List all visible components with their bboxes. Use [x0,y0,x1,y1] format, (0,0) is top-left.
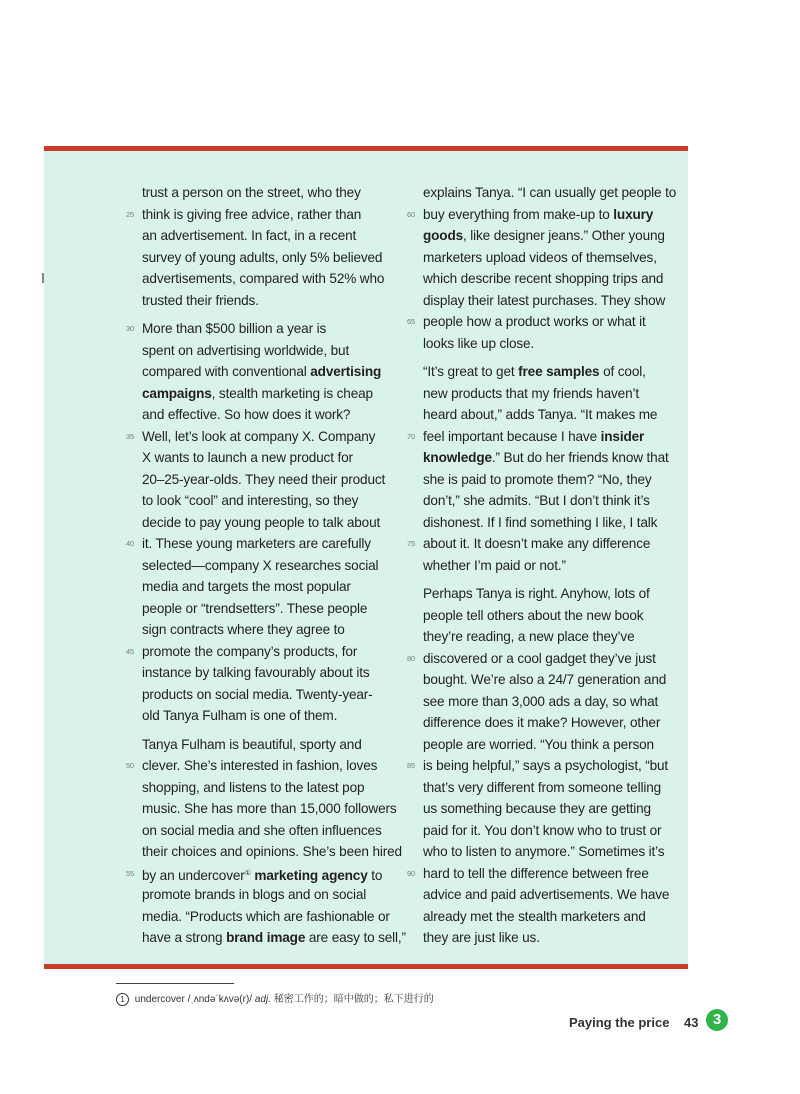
line-text: to [367,867,383,883]
line-number: 25 [126,209,135,219]
footnote-phonetic: /ˌʌndəˈkʌvə(r)/ [187,994,253,1005]
line-text: explains Tanya. “I can usually get people to [423,185,677,200]
line-text: who to listen to anymore.” Sometimes it’s [423,844,665,859]
text-line [423,820,678,842]
text-line [423,333,678,355]
text-line [423,512,678,534]
line-number: 75 [407,539,416,548]
text-line [142,734,392,756]
text-line [423,583,678,605]
line-number: 50 [126,761,135,770]
line-text: heard about,” adds Tanya. “It makes me [423,407,658,422]
line-text: already met the stealth marketers and [423,908,646,924]
line-text: advertisements, compared with 52% who [142,271,385,286]
keyword: advertising [310,364,382,379]
text-line [423,469,678,491]
text-line [407,426,678,448]
line-text: , like designer jeans.” Other young [463,228,665,243]
text-line [126,318,392,340]
line-text: compared with conventional [142,364,311,379]
line-text: sign contracts where they agree to [142,622,345,637]
text-line [142,268,392,290]
text-line [423,247,678,269]
line-text: whether I’m paid or not.” [423,557,566,573]
text-line [423,182,678,204]
line-text: promote brands in blogs and on social [142,887,367,902]
line-number: 70 [407,431,416,441]
line-text: difference does it make? However, other [423,715,661,730]
text-line [142,512,392,534]
footnote [116,990,434,1006]
line-text: people how a product works or what it [423,314,646,329]
paragraph [126,734,406,949]
line-text: 20–25-year-olds. They need their product [142,471,386,487]
keyword: marketing agency [250,867,368,883]
line-text: have a strong [142,930,227,945]
text-line [142,290,392,312]
bottom-rule [44,964,688,969]
line-text: shopping, and listens to the latest pop [142,779,365,795]
text-line [423,290,678,312]
footnote-definition: 秘密工作的；暗中做的；私下进行的 [273,994,434,1005]
text-line [142,598,392,620]
line-text: “It’s great to get [423,364,519,379]
text-line [423,490,678,512]
text-line [142,225,392,247]
line-text: display their latest purchases. They show [423,292,666,308]
keyword: luxury [613,206,654,222]
line-text: dishonest. If I find something I like, I talk [423,514,658,530]
text-line [142,662,392,684]
line-text: by an undercover [142,867,245,883]
line-text: media. “Products which are fashionable or [142,908,390,924]
line-text: trust a person on the street, who they [142,185,361,200]
text-line [407,648,678,670]
text-line [126,863,392,885]
text-line [407,533,678,555]
right-column [407,182,678,956]
line-text: media and targets the most popular [142,579,351,594]
keyword: brand image [226,930,306,945]
line-text: about it. It doesn’t make any difference [423,536,651,551]
text-line [142,340,392,362]
line-text: to look “cool” and interesting, so they [142,493,359,508]
page-number: 43 [684,1015,699,1030]
text-line [142,884,392,906]
line-number: 90 [407,868,416,878]
text-line [142,820,392,842]
keyword: campaigns [142,385,212,401]
line-text: buy everything from make-up to [423,206,614,222]
line-number: 65 [407,317,416,326]
text-line [423,734,678,756]
line-number: 35 [126,431,135,441]
text-line [142,383,392,405]
line-text: decide to pay young people to talk about [142,514,381,530]
line-text: advice and paid advertisements. We have [423,887,670,902]
text-line [142,619,392,641]
line-text: and effective. So how does it work? [142,407,351,422]
text-line [142,705,392,727]
footnote-reference: ① [244,869,251,877]
line-text: selected—company X researches social [142,557,379,573]
line-number: 55 [126,868,135,878]
paragraph [407,182,678,354]
line-text: she is paid to promote them? “No, they [423,471,652,487]
line-text: us something because they are getting [423,801,651,816]
line-text: products on social media. Twenty-year- [142,686,373,702]
keyword: knowledge [423,450,492,465]
line-number: 40 [126,539,135,548]
text-line [407,755,678,777]
text-line [142,684,392,706]
text-line [142,361,392,383]
text-line [407,863,678,885]
text-line [126,426,392,448]
text-line [423,777,678,799]
left-column [126,182,406,956]
text-line [423,669,678,691]
text-line [142,182,392,204]
line-text: Well, let’s look at company X. Company [142,428,376,444]
line-text: survey of young adults, only 5% believed [142,249,383,265]
paragraph [126,182,392,311]
text-line [423,361,678,383]
text-line [142,404,392,426]
text-line [423,605,678,627]
line-number: 80 [407,653,416,663]
text-line [126,204,392,226]
text-line [423,447,678,469]
line-text: instance by talking favourably about its [142,665,370,680]
text-line [142,555,392,577]
text-line [142,906,392,928]
text-line [142,247,392,269]
text-line [423,884,678,906]
unit-badge: 3 [706,1009,728,1031]
text-line [407,311,678,333]
line-number: 45 [126,646,135,656]
text-line [142,490,392,512]
footnote-word: undercover [134,994,185,1005]
line-text: they are just like us. [423,930,540,945]
text-line [423,712,678,734]
line-text: , stealth marketing is cheap [211,385,373,401]
line-text: don’t,” she admits. “But I don’t think it’s [423,493,650,508]
text-line [142,841,402,863]
line-text: old Tanya Fulham is one of them. [142,708,338,723]
paragraph [407,583,678,949]
text-line [423,225,678,247]
line-number: 60 [407,209,416,219]
text-line [423,906,678,928]
keyword: free samples [518,364,600,379]
line-text: clever. She’s interested in fashion, loves [142,758,378,773]
line-text: it. These young marketers are carefully [142,536,371,551]
line-text: they’re reading, a new place they’ve [423,629,635,644]
line-text: spent on advertising worldwide, but [142,342,350,358]
text-line [142,447,392,469]
text-line [423,927,678,949]
paragraph [407,361,678,576]
line-number: 30 [126,324,135,333]
text-line [423,841,678,863]
text-line [407,204,678,226]
footnote-pos: adj. [254,994,271,1005]
line-text: people tell others about the new book [423,607,644,623]
line-text: is being helpful,” says a psychologist, “but [423,758,669,773]
line-text: X wants to launch a new product for [142,450,353,465]
line-text: Perhaps Tanya is right. Anyhow, lots of [423,586,650,601]
line-text: their choices and opinions. She’s been hired [142,844,402,859]
text-line [423,268,678,290]
text-line [126,533,392,555]
line-text: hard to tell the difference between free [423,865,649,881]
text-line [423,383,678,405]
line-text: paid for it. You don’t know who to trust or [423,822,662,838]
footer-title: Paying the price [569,1015,670,1030]
text-line [142,777,392,799]
line-text: people are worried. “You think a person [423,736,654,752]
edge-mark [42,273,44,283]
text-line [423,626,678,648]
line-text: which describe recent shopping trips and [423,271,664,286]
line-text: see more than 3,000 ads a day, so what [423,693,659,709]
line-text: feel important because I have [423,428,601,444]
text-line [423,555,678,577]
line-text: of cool, [599,364,646,379]
line-text: promote the company’s products, for [142,643,358,659]
paragraph [126,318,392,727]
line-number: 85 [407,761,416,770]
keyword: goods [423,228,464,243]
text-line [142,927,406,949]
line-text: .” But do her friends know that [491,450,669,465]
line-text: new products that my friends haven’t [423,385,639,401]
line-text: Tanya Fulham is beautiful, sporty and [142,736,362,752]
line-text: that’s very different from someone telling [423,779,662,795]
line-text: trusted their friends. [142,292,259,308]
line-text: discovered or a cool gadget they’ve just [423,650,656,666]
text-line [126,755,392,777]
line-text: are easy to sell,” [305,930,406,945]
line-text: on social media and she often influences [142,822,382,838]
text-line [423,691,678,713]
keyword: insider [600,428,645,444]
footnote-marker: 1 [116,993,129,1006]
line-text: an advertisement. In fact, in a recent [142,228,357,243]
line-text: think is giving free advice, rather than [142,206,362,222]
line-text: More than $500 billion a year is [142,321,327,336]
text-line [142,576,392,598]
footnote-rule [116,983,234,984]
line-text: bought. We’re also a 24/7 generation and [423,672,667,687]
line-text: marketers upload videos of themselves, [423,249,657,265]
text-line [142,469,392,491]
text-line [142,798,397,820]
text-line [423,798,678,820]
line-text: looks like up close. [423,335,535,351]
text-line [423,404,678,426]
line-text: people or “trendsetters”. These people [142,600,368,616]
line-text: music. She has more than 15,000 followers [142,801,397,816]
text-line [126,641,392,663]
